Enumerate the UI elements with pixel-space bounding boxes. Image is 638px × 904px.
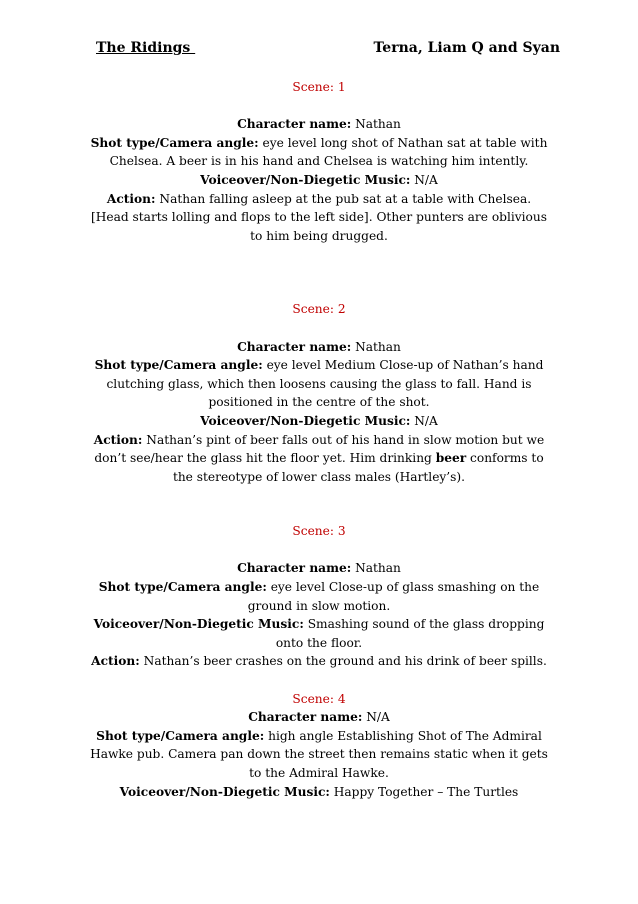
character-line (88, 559, 550, 578)
action-line (88, 190, 550, 246)
scene-2 (88, 300, 550, 486)
action-line (88, 431, 550, 487)
shot-label: Shot type/Camera angle: (90, 135, 259, 150)
shot-line (88, 134, 550, 171)
voice-line (88, 615, 550, 652)
spacer (88, 541, 550, 560)
voice-line (88, 412, 550, 431)
page-header (96, 40, 560, 60)
character-value: N/A (362, 710, 390, 725)
voice-label: Voiceover/Non-Diegetic Music: (93, 617, 304, 632)
action-line (88, 652, 550, 671)
spacer (88, 486, 550, 522)
spacer (88, 245, 550, 300)
action-value: Nathan falling asleep at the pub sat at a table with Chelsea. [Head starts lolling and flops to the left side]. Other punters are oblivious to him being drugged. (90, 191, 547, 243)
shot-line (88, 356, 550, 412)
shot-value: eye level Medium Close-up of Nathan’s hand clutching glass, which then loosens causing the glass to fall. Hand is positioned in the centre of the shot. (106, 358, 544, 410)
scene-3 (88, 522, 550, 671)
action-label: Action: (106, 191, 156, 206)
character-value: Nathan (351, 561, 401, 576)
document-title: The Ridings (96, 40, 196, 56)
voice-value: Happy Together – The Turtles (329, 784, 519, 799)
authors: Terna, Liam Q and Syan (373, 40, 560, 56)
action-value: Nathan’s beer crashes on the ground and his drink of beer spills. (139, 654, 547, 669)
shot-label: Shot type/Camera angle: (94, 358, 263, 373)
shot-label: Shot type/Camera angle: (96, 728, 265, 743)
character-line (88, 708, 550, 727)
action-value-continued: conforms to the stereotype of lower class males (Hartley’s). (172, 451, 544, 484)
voice-value: Smashing sound of the glass dropping onto the floor. (275, 617, 545, 650)
voice-value: N/A (410, 172, 438, 187)
action-label: Action: (93, 432, 143, 447)
character-label: Character name: (237, 339, 352, 354)
character-label: Character name: (237, 561, 352, 576)
voice-label: Voiceover/Non-Diegetic Music: (200, 172, 411, 187)
scene-1 (88, 78, 550, 245)
shot-line (88, 578, 550, 615)
character-line (88, 338, 550, 357)
voice-label: Voiceover/Non-Diegetic Music: (119, 784, 330, 799)
character-value: Nathan (351, 339, 401, 354)
scene-heading: Scene: 1 (292, 80, 346, 94)
voice-line (88, 171, 550, 190)
character-value: Nathan (351, 117, 401, 132)
action-value: Nathan’s pint of beer falls out of his hand in slow motion but we don’t see/hear the glass hit the floor yet. Him drinking (94, 432, 545, 466)
action-emphasis: beer (435, 451, 467, 466)
spacer (88, 671, 550, 690)
shot-label: Shot type/Camera angle: (98, 580, 267, 595)
character-label: Character name: (248, 710, 363, 725)
scene-heading: Scene: 3 (292, 524, 346, 539)
scene-heading: Scene: 2 (292, 302, 346, 317)
scene-heading: Scene: 4 (292, 691, 346, 706)
shot-value: eye level long shot of Nathan sat at table with Chelsea. A beer is in his hand and Chelsea is watching him intently. (109, 135, 548, 169)
spacer (88, 319, 550, 338)
voice-value: N/A (410, 413, 438, 428)
character-label: Character name: (237, 117, 352, 132)
spacer (88, 97, 550, 116)
shot-value: high angle Establishing Shot of The Admiral Hawke pub. Camera pan down the street then remains static when it gets to the Admiral Hawke. (90, 728, 548, 780)
script-body (88, 78, 550, 801)
voice-label: Voiceover/Non-Diegetic Music: (200, 413, 411, 428)
voice-line (88, 783, 550, 802)
scene-4 (88, 690, 550, 802)
shot-line (88, 727, 550, 783)
character-line (88, 115, 550, 134)
shot-value: eye level Close-up of glass smashing on the ground in slow motion. (247, 580, 540, 613)
action-label: Action: (91, 654, 140, 669)
